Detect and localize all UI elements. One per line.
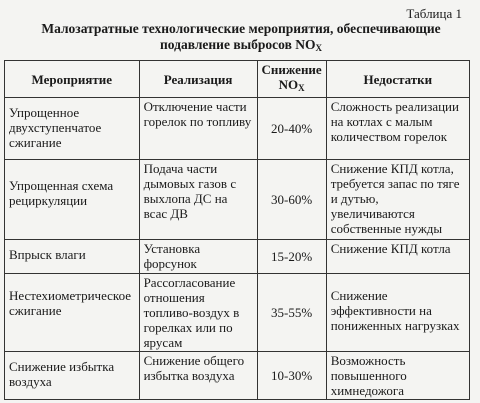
title-line-2 bbox=[6, 37, 476, 56]
header-reduction bbox=[257, 61, 326, 98]
table-title bbox=[6, 21, 476, 56]
header-measure: Мероприятие bbox=[5, 61, 140, 98]
cell-measure: Упрощенная схема рециркуляции bbox=[5, 160, 140, 240]
cell-reduction: 35-55% bbox=[257, 274, 326, 352]
table-row bbox=[5, 160, 470, 240]
title-line-1: Малозатратные технологические мероприятия, обеспечивающие bbox=[41, 21, 441, 36]
cell-drawbacks: Сложность реализации на котлах с малым количеством горелок bbox=[326, 98, 469, 160]
cell-measure: Снижение избытка воздуха bbox=[5, 352, 140, 400]
cell-reduction: 30-60% bbox=[257, 160, 326, 240]
title-line-2-text: подавление выбросов NO bbox=[160, 37, 316, 52]
cell-implementation: Рассогласование отношения топливо-воздух в горелках или по ярусам bbox=[139, 274, 257, 352]
table-row bbox=[5, 274, 470, 352]
cell-drawbacks: Возможность повышенного химнедожога bbox=[326, 352, 469, 400]
header-row bbox=[5, 61, 470, 98]
cell-reduction: 20-40% bbox=[257, 98, 326, 160]
header-reduction-no: NO bbox=[278, 77, 299, 92]
cell-drawbacks: Снижение эффективности на пониженных нагрузках bbox=[326, 274, 469, 352]
cell-reduction: 15-20% bbox=[257, 240, 326, 274]
title-subscript: X bbox=[315, 43, 322, 53]
header-reduction-line2 bbox=[262, 77, 322, 96]
header-reduction-line1: Снижение bbox=[261, 62, 322, 77]
measures-table bbox=[4, 60, 470, 400]
cell-measure: Нестехиометрическое сжигание bbox=[5, 274, 140, 352]
cell-implementation: Установка форсунок bbox=[139, 240, 257, 274]
header-drawbacks: Недостатки bbox=[326, 61, 469, 98]
table-number: Таблица 1 bbox=[406, 6, 462, 21]
header-reduction-subscript: X bbox=[298, 83, 305, 93]
table-row bbox=[5, 98, 470, 160]
cell-drawbacks: Снижение КПД котла bbox=[326, 240, 469, 274]
table-row bbox=[5, 352, 470, 400]
table-row bbox=[5, 240, 470, 274]
cell-implementation: Снижение общего избытка воздуха bbox=[139, 352, 257, 400]
cell-reduction: 10-30% bbox=[257, 352, 326, 400]
cell-implementation: Подача части дымовых газов с выхлопа ДС на всас ДВ bbox=[139, 160, 257, 240]
cell-measure: Впрыск влаги bbox=[5, 240, 140, 274]
cell-drawbacks: Снижение КПД котла, требуется запас по тяге и дутью, увеличиваются собственные нужды bbox=[326, 160, 469, 240]
cell-measure: Упрощенное двухступенчатое сжигание bbox=[5, 98, 140, 160]
header-implementation: Реализация bbox=[139, 61, 257, 98]
cell-implementation: Отключение части горелок по топливу bbox=[139, 98, 257, 160]
